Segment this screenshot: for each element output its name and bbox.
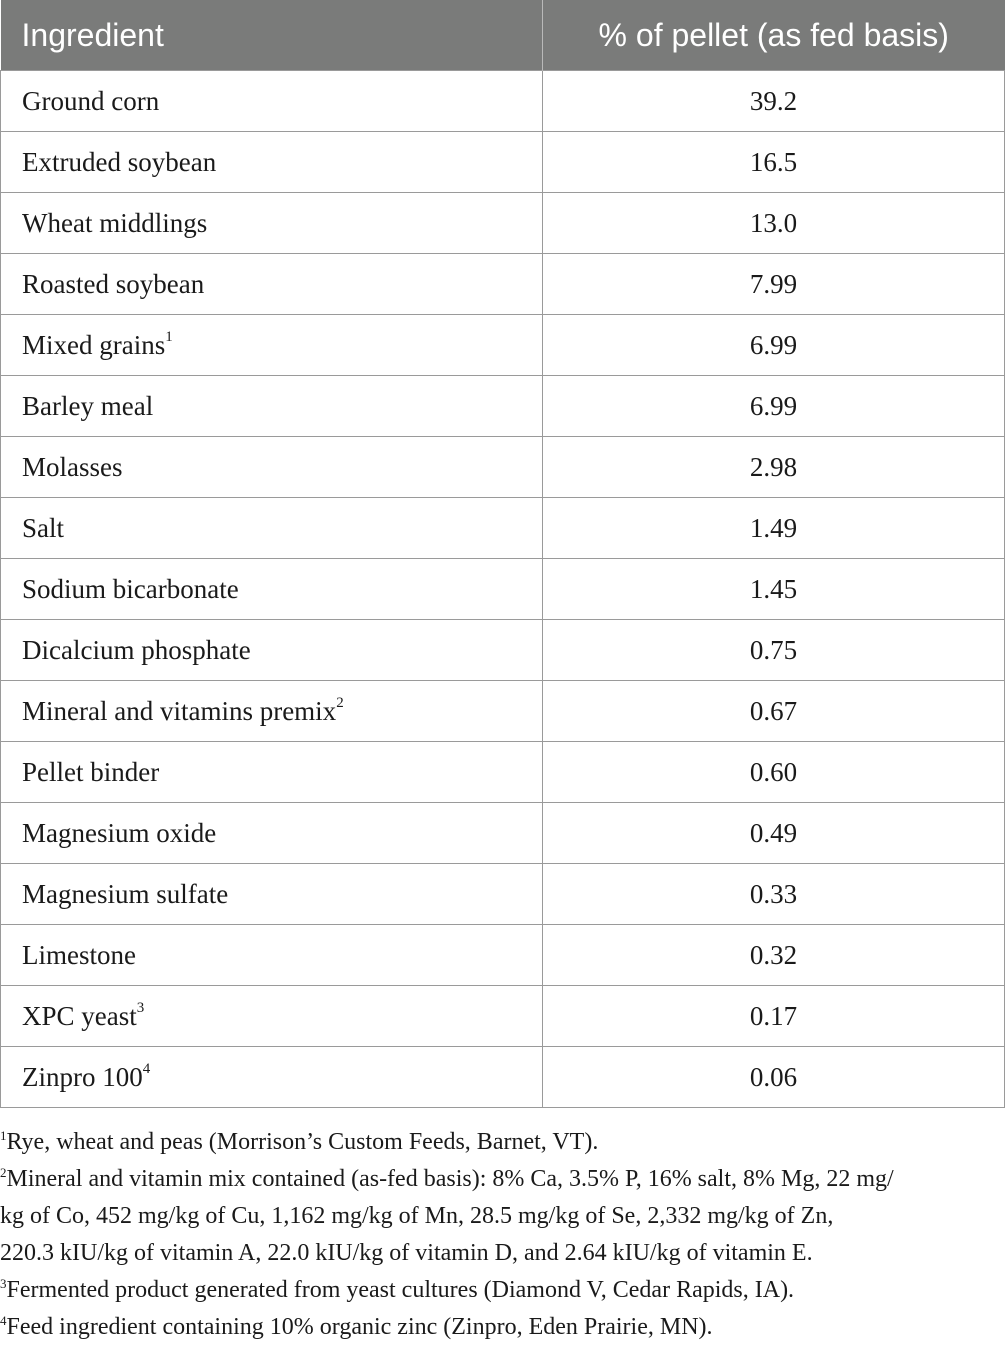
header-percent: % of pellet (as fed basis) <box>543 0 1005 71</box>
percent-value-cell: 1.45 <box>543 559 1005 620</box>
ingredient-name: Mineral and vitamins premix <box>22 696 337 726</box>
footnote-line <box>0 1272 1005 1309</box>
ingredient-name: Dicalcium phosphate <box>22 635 251 665</box>
footnote-text: 220.3 kIU/kg of vitamin A, 22.0 kIU/kg of vitamin D, and 2.64 kIU/kg of vitamin E. <box>0 1240 813 1266</box>
footnote-line <box>0 1235 1005 1272</box>
table-row <box>1 132 1005 193</box>
table-row <box>1 376 1005 437</box>
footnote-marker: 4 <box>142 1061 151 1077</box>
ingredient-name-cell <box>1 376 543 437</box>
table-row <box>1 864 1005 925</box>
percent-value-cell: 2.98 <box>543 437 1005 498</box>
footnote-text: Feed ingredient containing 10% organic zinc (Zinpro, Eden Prairie, MN). <box>6 1314 713 1340</box>
ingredient-name-cell <box>1 864 543 925</box>
footnote-marker: 1 <box>165 329 173 345</box>
ingredient-name: Molasses <box>22 452 123 482</box>
percent-value-cell: 0.33 <box>543 864 1005 925</box>
footnote-line <box>0 1198 1005 1235</box>
footnote-number: 2 <box>0 1165 7 1180</box>
table-row <box>1 498 1005 559</box>
header-ingredient: Ingredient <box>1 0 543 71</box>
footnote-line <box>0 1124 1005 1161</box>
percent-value-cell: 1.49 <box>543 498 1005 559</box>
footnote-marker: 3 <box>136 1000 145 1016</box>
percent-value-cell: 6.99 <box>543 315 1005 376</box>
ingredient-name-cell <box>1 1047 543 1108</box>
ingredient-name-cell <box>1 559 543 620</box>
ingredient-name-cell <box>1 498 543 559</box>
table-row <box>1 925 1005 986</box>
footnote-text: kg of Co, 452 mg/kg of Cu, 1,162 mg/kg of Mn, 28.5 mg/kg of Se, 2,332 mg/kg of Zn, <box>0 1203 834 1229</box>
ingredient-name: XPC yeast <box>22 1001 137 1031</box>
percent-value-cell: 0.60 <box>543 742 1005 803</box>
ingredient-name-cell <box>1 254 543 315</box>
percent-value-cell: 7.99 <box>543 254 1005 315</box>
ingredient-name: Ground corn <box>22 86 160 116</box>
footnote-text: Mineral and vitamin mix contained (as-fed basis): 8% Ca, 3.5% P, 16% salt, 8% Mg, 22 mg/ <box>6 1166 894 1192</box>
ingredient-name: Wheat middlings <box>22 208 208 238</box>
ingredient-name: Magnesium sulfate <box>22 879 229 909</box>
table-row <box>1 986 1005 1047</box>
percent-value-cell: 0.67 <box>543 681 1005 742</box>
percent-value-cell: 0.49 <box>543 803 1005 864</box>
percent-value-cell: 0.06 <box>543 1047 1005 1108</box>
footnote-number: 4 <box>0 1313 7 1328</box>
ingredient-name: Barley meal <box>22 391 154 421</box>
footnote-number: 3 <box>0 1276 7 1291</box>
ingredient-name: Limestone <box>22 940 136 970</box>
table-body <box>1 71 1005 1108</box>
table-row <box>1 254 1005 315</box>
ingredient-name-cell <box>1 742 543 803</box>
percent-value-cell: 0.75 <box>543 620 1005 681</box>
footnote-number: 1 <box>0 1128 7 1143</box>
ingredient-name-cell <box>1 71 543 132</box>
footnote-marker: 2 <box>336 695 344 711</box>
table-row <box>1 71 1005 132</box>
percent-value-cell: 0.32 <box>543 925 1005 986</box>
percent-value-cell: 6.99 <box>543 376 1005 437</box>
table-row <box>1 1047 1005 1108</box>
percent-value-cell: 39.2 <box>543 71 1005 132</box>
table-header-row <box>1 0 1005 71</box>
table-row <box>1 681 1005 742</box>
ingredient-name: Sodium bicarbonate <box>22 574 239 604</box>
percent-value-cell: 0.17 <box>543 986 1005 1047</box>
percent-value-cell: 13.0 <box>543 193 1005 254</box>
ingredient-name-cell <box>1 986 543 1047</box>
ingredient-name: Pellet binder <box>22 757 160 787</box>
footnote-line <box>0 1309 1005 1346</box>
ingredient-name-cell <box>1 681 543 742</box>
table-row <box>1 315 1005 376</box>
table-row <box>1 193 1005 254</box>
ingredient-name-cell <box>1 437 543 498</box>
ingredient-name-cell <box>1 620 543 681</box>
footnote-text: Rye, wheat and peas (Morrison’s Custom Feeds, Barnet, VT). <box>6 1129 599 1155</box>
table-row <box>1 559 1005 620</box>
footnote-line <box>0 1161 1005 1198</box>
ingredient-name: Mixed grains <box>22 330 166 360</box>
footnote-text: Fermented product generated from yeast cultures (Diamond V, Cedar Rapids, IA). <box>6 1277 795 1303</box>
ingredient-name: Extruded soybean <box>22 147 217 177</box>
ingredient-name: Salt <box>22 513 65 543</box>
footnotes <box>0 1124 1005 1346</box>
ingredient-name: Roasted soybean <box>22 269 205 299</box>
ingredient-name-cell <box>1 132 543 193</box>
ingredient-name-cell <box>1 925 543 986</box>
table-row <box>1 437 1005 498</box>
table-row <box>1 742 1005 803</box>
ingredient-name-cell <box>1 193 543 254</box>
ingredient-name: Zinpro 100 <box>22 1062 143 1092</box>
ingredient-name: Magnesium oxide <box>22 818 217 848</box>
ingredient-name-cell <box>1 803 543 864</box>
ingredient-name-cell <box>1 315 543 376</box>
table-row <box>1 803 1005 864</box>
percent-value-cell: 16.5 <box>543 132 1005 193</box>
table-row <box>1 620 1005 681</box>
